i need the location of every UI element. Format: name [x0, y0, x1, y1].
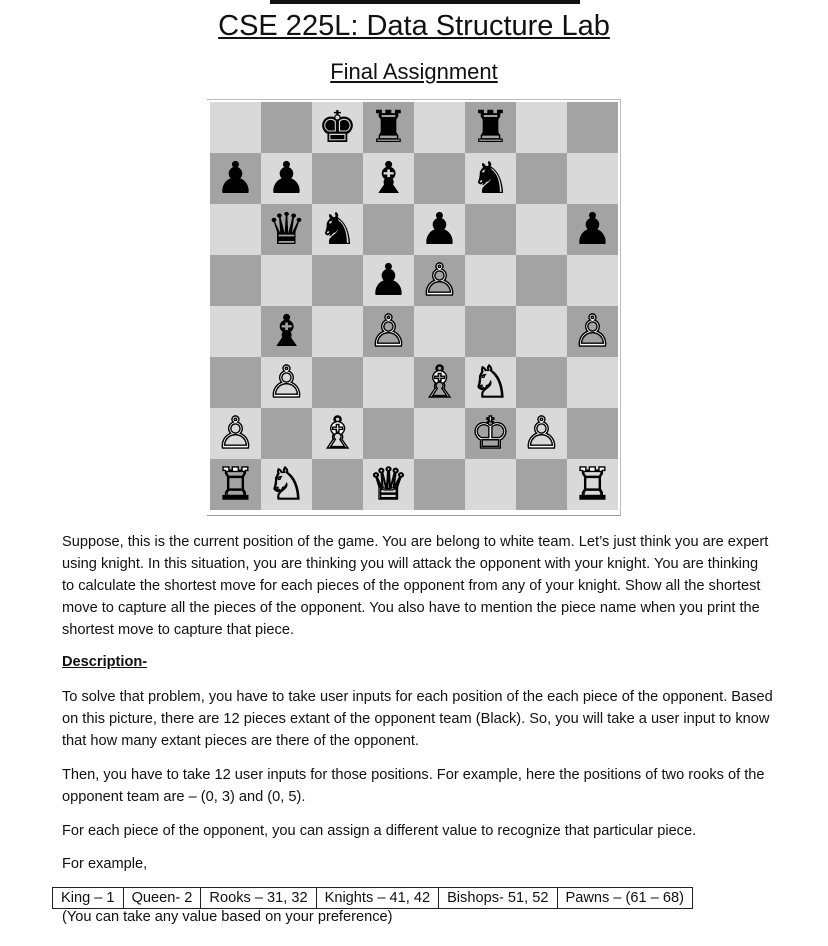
- board-square: [516, 204, 567, 255]
- board-square: [261, 204, 312, 255]
- board-square: [516, 153, 567, 204]
- board-square: [210, 204, 261, 255]
- board-square: [414, 153, 465, 204]
- description-paragraph-3: For each piece of the opponent, you can assign a different value to recognize that particular piece.: [62, 823, 697, 839]
- board-square: [312, 306, 363, 357]
- board-square: [261, 153, 312, 204]
- board-square: [210, 255, 261, 306]
- white-knight-icon: ♘: [470, 356, 511, 408]
- table-cell-king: King – 1: [53, 888, 124, 909]
- board-square: [465, 408, 516, 459]
- board-square: [312, 459, 363, 510]
- board-square: [567, 408, 618, 459]
- board-square: [363, 102, 414, 153]
- piece-value-table: [52, 887, 693, 909]
- white-bishop-icon: ♗: [317, 407, 358, 459]
- table-row: [53, 888, 693, 909]
- board-square: [210, 102, 261, 153]
- white-pawn-icon: ♙: [419, 254, 460, 306]
- table-cell-bishops: Bishops- 51, 52: [439, 888, 557, 909]
- board-square: [261, 306, 312, 357]
- table-cell-pawns: Pawns – (61 – 68): [557, 888, 692, 909]
- board-square: [414, 204, 465, 255]
- white-pawn-icon: ♙: [266, 356, 307, 408]
- black-bishop-icon: ♝: [368, 152, 409, 204]
- board-square: [414, 459, 465, 510]
- board-square: [312, 357, 363, 408]
- board-square: [567, 204, 618, 255]
- board-square: [363, 153, 414, 204]
- black-pawn-icon: ♟: [266, 152, 307, 204]
- description-paragraph-4: For example,: [62, 856, 148, 872]
- board-square: [567, 153, 618, 204]
- board-square: [414, 408, 465, 459]
- board-square: [567, 357, 618, 408]
- board-square: [516, 459, 567, 510]
- black-pawn-icon: ♟: [572, 203, 613, 255]
- board-square: [210, 357, 261, 408]
- board-square: [363, 357, 414, 408]
- white-rook-icon: ♖: [215, 458, 256, 510]
- description-paragraph-2: Then, you have to take 12 user inputs for those positions. For example, here the positions of two rooks of the opponent team are – (0, 3) and (0, 5).: [62, 767, 765, 805]
- table-cell-queen: Queen- 2: [123, 888, 201, 909]
- preference-note: (You can take any value based on your preference): [62, 909, 393, 925]
- table-cell-rooks: Rooks – 31, 32: [201, 888, 316, 909]
- white-pawn-icon: ♙: [215, 407, 256, 459]
- board-square: [516, 357, 567, 408]
- board-square: [210, 408, 261, 459]
- board-square: [465, 459, 516, 510]
- board-square: [312, 408, 363, 459]
- board-square: [261, 459, 312, 510]
- black-pawn-icon: ♟: [368, 254, 409, 306]
- board-square: [414, 102, 465, 153]
- board-square: [312, 153, 363, 204]
- board-square: [414, 357, 465, 408]
- board-square: [567, 306, 618, 357]
- board-square: [261, 408, 312, 459]
- board-square: [363, 204, 414, 255]
- black-pawn-icon: ♟: [419, 203, 460, 255]
- board-square: [312, 255, 363, 306]
- board-square: [363, 459, 414, 510]
- white-bishop-icon: ♗: [419, 356, 460, 408]
- black-bishop-icon: ♝: [266, 305, 307, 357]
- board-square: [210, 459, 261, 510]
- white-queen-icon: ♕: [368, 458, 409, 510]
- board-square: [210, 153, 261, 204]
- board-square: [363, 255, 414, 306]
- white-knight-icon: ♘: [266, 458, 307, 510]
- black-queen-icon: ♛: [266, 203, 307, 255]
- board-square: [261, 102, 312, 153]
- board-square: [567, 102, 618, 153]
- black-rook-icon: ♜: [368, 101, 409, 153]
- intro-paragraph: Suppose, this is the current position of the game. You are belong to white team. Let’s just think you are expert using knight. In this situation, you are thinking you will attack the opponent with your knight. You are thinking to calculate the shortest move for each pieces of the opponent from any of your knight. Show all the shortest move to capture all the pieces of the opponent. You also have to mention the piece name when you print the shortest move to capture that piece.: [62, 534, 769, 638]
- description-paragraph-1: To solve that problem, you have to take user inputs for each position of the each piece of the opponent. Based on this picture, there are 12 pieces extant of the opponent team (Black). So, you will take a user input to know that how many extant pieces are there of the opponent.: [62, 689, 773, 749]
- board-square: [261, 357, 312, 408]
- top-rule: [270, 0, 580, 4]
- board-square: [516, 408, 567, 459]
- white-pawn-icon: ♙: [521, 407, 562, 459]
- white-king-icon: ♔: [470, 407, 511, 459]
- white-pawn-icon: ♙: [572, 305, 613, 357]
- board-square: [414, 306, 465, 357]
- board-square: [516, 255, 567, 306]
- board-square: [465, 102, 516, 153]
- black-pawn-icon: ♟: [215, 152, 256, 204]
- board-square: [567, 255, 618, 306]
- black-knight-icon: ♞: [317, 203, 358, 255]
- board-square: [210, 306, 261, 357]
- board-square: [465, 255, 516, 306]
- chess-board: [210, 102, 618, 510]
- black-knight-icon: ♞: [470, 152, 511, 204]
- white-pawn-icon: ♙: [368, 305, 409, 357]
- board-square: [567, 459, 618, 510]
- table-cell-knights: Knights – 41, 42: [316, 888, 438, 909]
- board-square: [516, 306, 567, 357]
- board-square: [516, 102, 567, 153]
- board-square: [465, 153, 516, 204]
- board-square: [312, 204, 363, 255]
- board-square: [465, 204, 516, 255]
- board-square: [261, 255, 312, 306]
- board-square: [465, 306, 516, 357]
- black-rook-icon: ♜: [470, 101, 511, 153]
- description-heading: Description-: [62, 654, 148, 670]
- black-king-icon: ♚: [317, 101, 358, 153]
- white-rook-icon: ♖: [572, 458, 613, 510]
- course-title: CSE 225L: Data Structure Lab: [218, 10, 610, 42]
- board-square: [465, 357, 516, 408]
- board-square: [363, 306, 414, 357]
- assignment-title: Final Assignment: [330, 59, 498, 84]
- board-square: [414, 255, 465, 306]
- board-square: [363, 408, 414, 459]
- board-square: [312, 102, 363, 153]
